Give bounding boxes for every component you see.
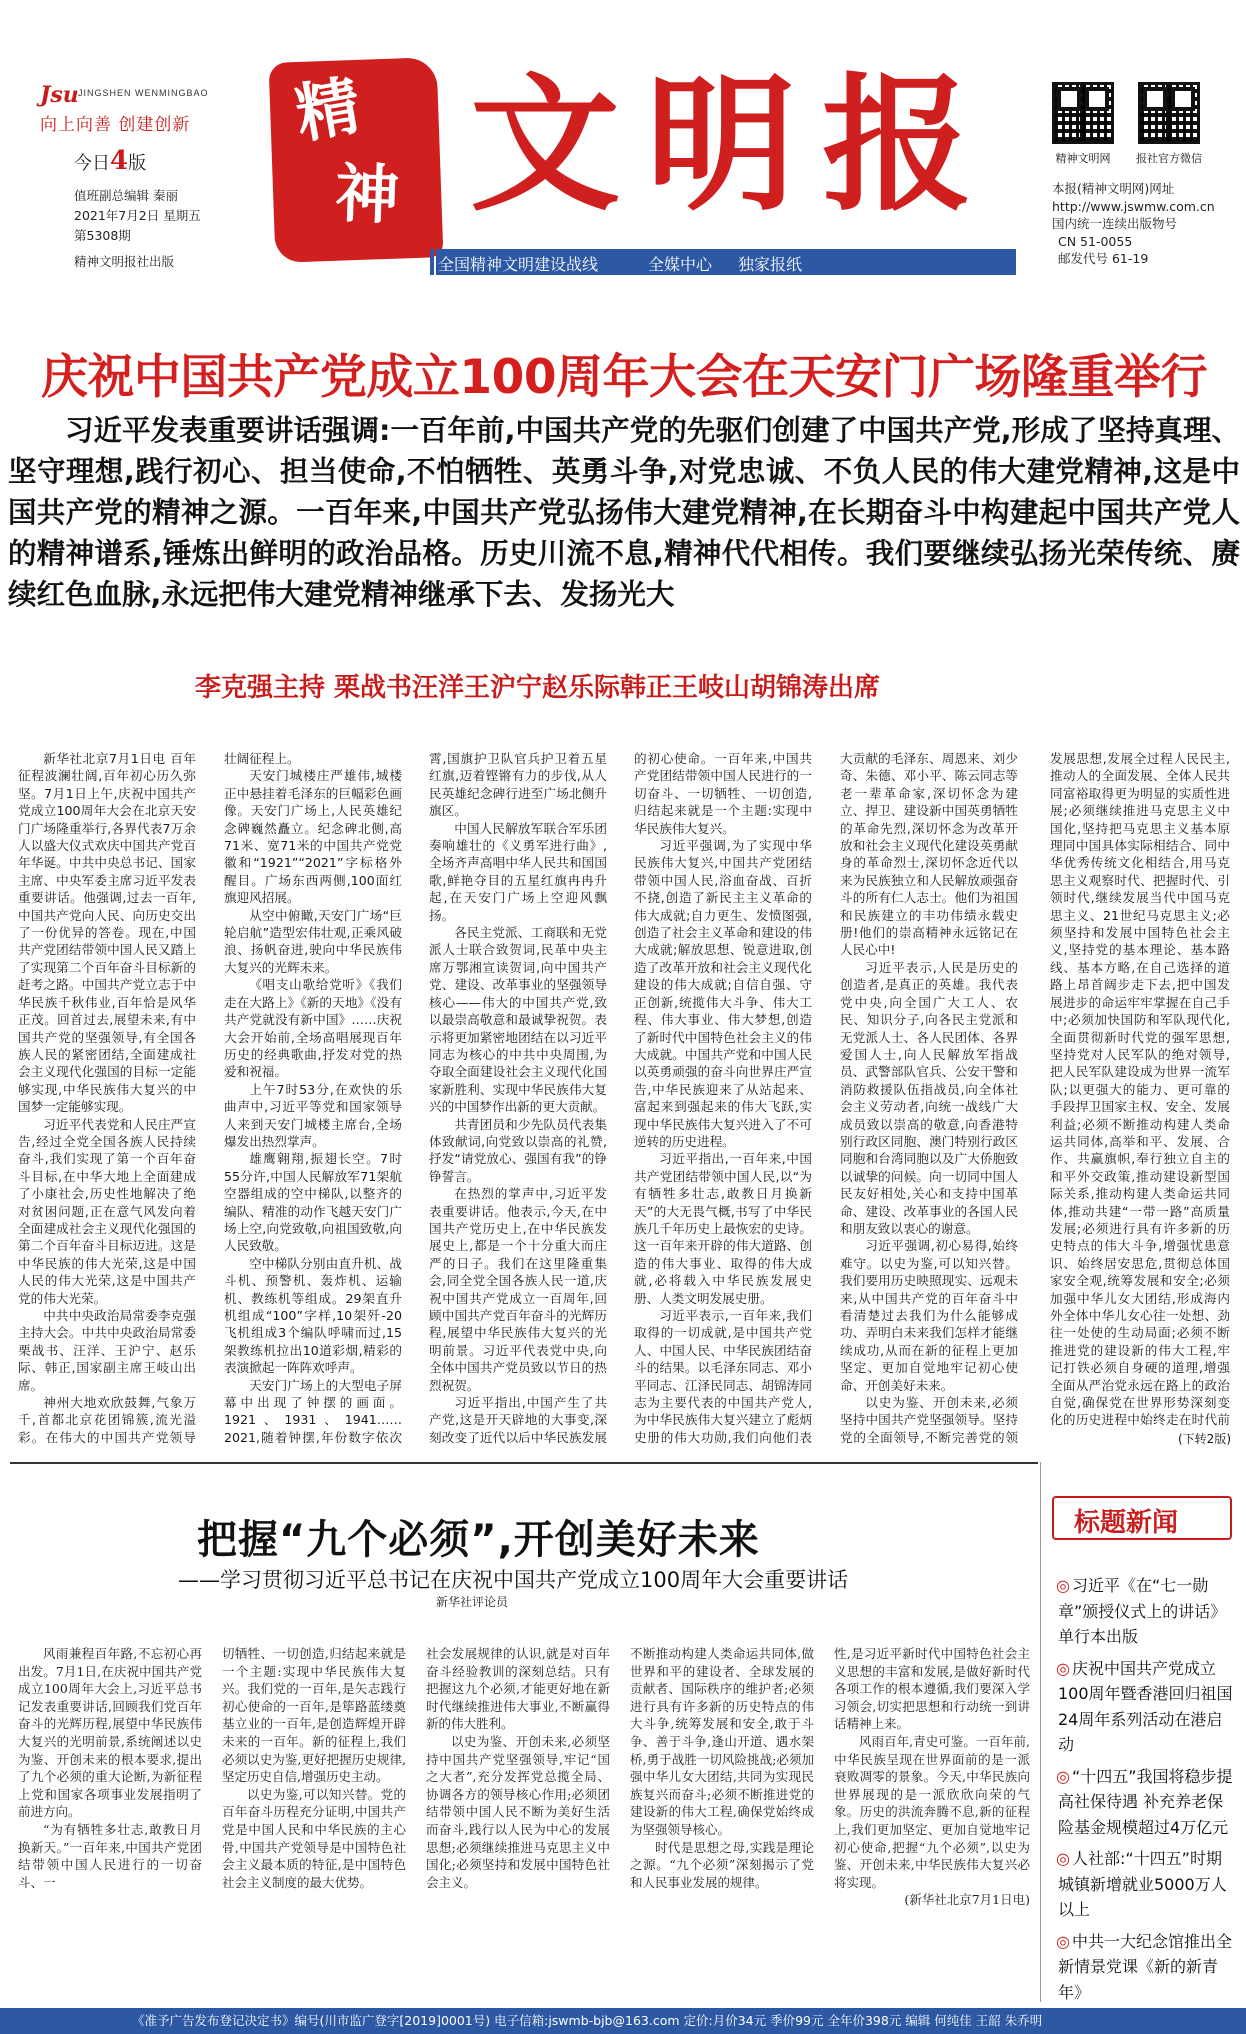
website-link[interactable]: http://www.jswmw.com.cn <box>1052 198 1215 214</box>
commentary-column-5: 性,是习近平新时代中国特色社会主义思想的丰富和发展,是做好新时代各项工作的根本遵循,我们要深入学习领会,切实把思想和行动统一到讲话精神上来。 风雨百年,青史可鉴。一百年前,中华民族呈现在世界面前的是一派衰败凋零的景象。今天,中华民族向世界展现的是一派欣欣向荣的气象。历史的洪流奔腾不息,新的征程上,我们更加坚定、更加自觉地牢记初心使命,把握“九个必须”,以史为鉴、开创未来,中华民族伟大复兴必将实现。 (新华社北京7月1日电) <box>834 1646 1030 1908</box>
commentary-column-2: 切牺牲、一切创造,归结起来就是一个主题:实现中华民族伟大复兴。我们党的一百年,是矢志践行初心使命的一百年,是筚路蓝缕奠基立业的一百年,是创造辉煌开辟未来的一百年。新的征程上,我们必须以史为鉴,更好把握历史规律,坚定历史自信,增强历史主动。 以史为鉴,可以知兴替。党的百年奋斗历程充分证明,中国共产党是中国人民和中华民族的主心骨,中国共产党领导是中国特色社会主义最本质的特征,是中国特色社会主义制度的最大优势。 <box>222 1646 406 1890</box>
commentary-title[interactable]: 把握“九个必须”,开创美好未来 <box>197 1517 760 1563</box>
article-column-6: 发展思想,发展全过程人民民主,推动人的全面发展、全体人民共同富裕取得更为明显的实质性进展;必须继续推进马克思主义中国化,坚持把马克思主义基本原理同中国具体实际相结合、同中华优秀传统文化相结合,用马克思主义观察时代、把握时代、引领时代,继续发展当代中国马克思主义、21世纪马克思主义;必须坚持和发展中国特色社会主义,坚持党的基本理论、基本路线、基本方略,在自己选择的道路上昂首阔步走下去,把中国发展进步的命运牢牢掌握在自己手中;必须加快国防和军队现代化,全面贯彻新时代党的强军思想,坚持党对人民军队的绝对领导,把人民军队建设成为世界一流军队;以更强大的能力、更可靠的手段捍卫国家主权、安全、发展利益;必须不断推动构建人类命运共同体,高举和平、发展、合作、共赢旗帜,奉行独立自主的和平外交政策,推动建设新型国际关系,推动构建人类命运共同体,推动共建“一带一路”高质量发展;必须进行具有许多新的历史特点的伟大斗争,增强忧患意识、始终居安思危,贯彻总体国家安全观,统筹发展和安全;必须加强中华儿女大团结,形成海内外全体中华儿女心往一处想、劲往一处使的生动局面;必须不断推进党的建设新的伟大工程,牢记打铁必须自身硬的道理,增强全面从严治党永远在路上的政治自觉,确保党在世界形势深刻变化的历史进程中始终走在时代前 <box>1050 751 1230 1428</box>
brand-logo-small: Jsu <box>40 82 79 108</box>
banner-bar: 全国精神文明建设战线 全媒中心 独家报纸 <box>436 249 1016 275</box>
headline-news-item[interactable]: ◎ 中共一大纪念馆推出全新情景党课《新的新青年》 <box>1056 1931 1232 2002</box>
headline-news-item[interactable]: ◎ 庆祝中国共产党成立100周年暨香港回归祖国24周年系列活动在港启动 <box>1056 1658 1233 1754</box>
commentary-byline: 新华社评论员 <box>436 1595 509 1609</box>
qr-code-website[interactable]: 精神文明网 <box>1052 82 1114 166</box>
headline-news-item[interactable]: ◎ “十四五”我国将稳步提高社保待遇 补充养老保险基金规模超过4万亿元 <box>1056 1766 1233 1837</box>
commentary-column-4: 不断推动构建人类命运共同体,做世界和平的建设者、全球发展的贡献者、国际秩序的维护者;必须进行具有许多新的历史特点的伟大斗争,统筹发展和安全,敢于斗争、善于斗争,逢山开道、遇水架桥,勇于战胜一切风险挑战;必须加强中华儿女大团结,共同为实现民族复兴而奋斗;必须不断推进党的建设新的伟大工程,确保党始终成为坚强领导核心。 时代是思想之母,实践是理论之源。“九个必须”深刻揭示了党和人民事业发展的规律。 <box>630 1646 814 1890</box>
footer-text: 《准予广告发布登记决定书》编号(川市监广登字[2019]0001号) 电子信箱:jswmb-bjb@163.com 定价:月价34元 季价99元 全年价398元 编辑 何纯佳 王韶 朱乔明 <box>132 2013 1043 2028</box>
circle-bullet-icon: ◎ <box>1056 1849 1070 1868</box>
headline-news-item[interactable]: ◎ 习近平《在“七一勋章”颁授仪式上的讲话》单行本出版 <box>1056 1576 1227 1646</box>
article-column-2: 壮阔征程上。 天安门城楼庄严雄伟,城楼正中悬挂着毛泽东的巨幅彩色画像。天安门广场上,人民英雄纪念碑巍然矗立。纪念碑北侧,高71米、宽71米的中国共产党党徽和“1921”“2021”字标格外醒目。广场东西两侧,100面红旗迎风招展。 从空中俯瞰,天安门广场“巨轮启航”造型宏伟壮观,正乘风破浪、扬帆奋进,驶向中华民族伟大复兴的光辉未来。 《唱支山歌给党听》《我们走在大路上》《新的天地》《没有共产党就没有新中国》……庆祝大会开始前,全场高唱展现百年历史的经典歌曲,抒发对党的热爱和祝福。 上午7时53分,在欢快的乐曲声中,习近平等党和国家领导人来到天安门城楼主席台,全场爆发出热烈掌声。 雄鹰翱翔,振翅长空。7时55分许,中国人民解放军71架航空器组成的空中梯队,以整齐的编队、精准的动作飞越天安门广场上空,向党致敬,向祖国致敬,向人民致敬。 空中梯队分别由直升机、战斗机、预警机、轰炸机、运输机、教练机等组成。29架直升机组成“100”字样,10架歼-20飞机组成3个编队呼啸而过,15架教练机拉出10道彩烟,精彩的表演掀起一阵阵欢呼声。 天安门广场上的大型电子屏幕中出现了钟摆的画面。1921、1931、1941……2021,随着钟摆,年份数字依次 <box>224 751 402 1445</box>
continued-note[interactable]: (下转2版) <box>1178 1432 1231 1446</box>
commentary-column-3: 社会发展规律的认识,就是对百年奋斗经验教训的深刻总结。只有把握这九个必须,才能更好地在新时代继续推进伟大事业,不断赢得新的伟大胜利。 以史为鉴、开创未来,必须坚持中国共产党坚强领导,牢记“国之大者”,充分发挥党总揽全局、协调各方的领导核心作用;必须团结带领中国人民不断为美好生活而奋斗,践行以人民为中心的发展思想;必须继续推进马克思主义中国化;必须坚持和发展中国特色社会主义。 <box>426 1646 610 1890</box>
headline-news-box: 标题新闻 <box>1052 1496 1232 1540</box>
today-pages: 今日4版 <box>74 146 147 176</box>
newspaper-title: 文明报 <box>470 58 999 232</box>
slogan: 向上向善 创建创新 <box>40 115 191 135</box>
circle-bullet-icon: ◎ <box>1056 1576 1070 1595</box>
qr-code-wechat[interactable]: 报社官方微信 <box>1138 82 1200 166</box>
headline-deck: 习近平发表重要讲话强调:一百年前,中国共产党的先驱们创建了中国共产党,形成了坚持真理、坚守理想,践行初心、担当使命,不怕牺牲、英勇斗争,对党忠诚、不负人民的伟大建党精神,这是中国共产党的精神之源。一百年来,中国共产党弘扬伟大建党精神,在长期奋斗中构建起中国共产党人的精神谱系,锤炼出鲜明的政治品格。历史川流不息,精神代代相传。我们要继续弘扬光荣传统、赓续红色血脉,永远把伟大建党精神继承下去、发扬光大 <box>8 414 1240 611</box>
circle-bullet-icon: ◎ <box>1056 1658 1070 1678</box>
qr-icon <box>1052 82 1114 144</box>
footer-bar <box>0 2008 1246 2034</box>
circle-bullet-icon: ◎ <box>1056 1766 1070 1786</box>
circle-bullet-icon: ◎ <box>1056 1931 1070 1951</box>
publication-info: 本报(精神文明网)网址 http://www.jswmw.com.cn 国内统一连续出版物号 CN 51-0055 邮发代号 61-19 <box>1052 181 1215 266</box>
article-column-1: 新华社北京7月1日电 百年征程波澜壮阔,百年初心历久弥坚。7月1日上午,庆祝中国共产党成立100周年大会在北京天安门广场隆重举行,各界代表7万余人以盛大仪式欢庆中国共产党百年华诞。中共中央总书记、国家主席、中央军委主席习近平发表重要讲话。他强调,过去一百年,中国共产党向人民、向历史交出了一份优异的答卷。现在,中国共产党团结带领中国人民又踏上了实现第二个百年奋斗目标新的赶考之路。中国共产党立志于中华民族千秋伟业,百年恰是风华正茂。回首过去,展望未来,有中国共产党的坚强领导,有全国各族人民的紧密团结,全面建成社会主义现代化强国的目标一定能够实现,中华民族伟大复兴的中国梦一定能够实现。 习近平代表党和人民庄严宣告,经过全党全国各族人民持续奋斗,我们实现了第一个百年奋斗目标,在中华大地上全面建成了小康社会,历史性地解决了绝对贫困问题,正在意气风发向着全面建成社会主义现代化强国的第二个百年奋斗目标迈进。这是中华民族的伟大光荣,这是中国人民的伟大光荣,这是中国共产党的伟大光荣。 中共中央政治局常委李克强主持大会。中共中央政治局常委栗战书、汪洋、王沪宁、赵乐际、韩正,国家副主席王岐山出席。 神州大地欢欣鼓舞,气象万千,首都北京花团锦簇,流光溢彩。在伟大的中国共产党领导 <box>18 751 196 1445</box>
masthead <box>0 0 1246 280</box>
issue-meta: 值班副总编辑 秦丽 2021年7月2日 星期五 第5308期 精神文明报社出版 <box>74 188 201 269</box>
sidebar-divider <box>1040 1462 1041 2002</box>
article-column-5: 大贡献的毛泽东、周恩来、刘少奇、朱德、邓小平、陈云同志等老一辈革命家,深切怀念为建立、捍卫、建设新中国英勇牺牲的革命先烈,深切怀念为改革开放和社会主义现代化建设英勇献身的革命烈士,深切怀念近代以来为民族独立和人民解放顽强奋斗的所有仁人志士。他们为祖国和民族建立的丰功伟绩永载史册!他们的崇高精神永远铭记在人民心中! 习近平表示,人民是历史的创造者,是真正的英雄。我代表党中央,向全国广大工人、农民、知识分子,向各民主党派和无党派人士、各人民团体、各界爱国人士,向人民解放军指战员、武警部队官兵、公安干警和消防救援队伍指战员,向全体社会主义劳动者,向统一战线广大成员致以崇高的敬意,向香港特别行政区同胞、澳门特别行政区同胞和台湾同胞以及广大侨胞致以诚挚的问候。向一切同中国人民友好相处,关心和支持中国革命、建设、改革事业的各国人民和朋友致以衷心的谢意。 习近平强调,初心易得,始终难守。以史为鉴,可以知兴替。我们要用历史映照现实、远观未来,从中国共产党的百年奋斗中看清楚过去我们为什么能够成功、弄明白未来我们怎样才能继续成功,从而在新的征程上更加坚定、更加自觉地牢记初心使命、开创美好未来。 以史为鉴、开创未来,必须坚持中国共产党坚强领导。坚持党的全面领导,不断完善党的领 <box>840 751 1018 1445</box>
headline-subdeck: 李克强主持 栗战书汪洋王沪宁赵乐际韩正王岐山胡锦涛出席 <box>195 673 881 703</box>
section-divider <box>10 1462 1038 1464</box>
main-headline[interactable]: 庆祝中国共产党成立100周年大会在天安门广场隆重举行 <box>40 350 1208 405</box>
article-column-4: 的初心使命。一百年来,中国共产党团结带领中国人民进行的一切奋斗、一切牺牲、一切创造,归结起来就是一个主题:实现中华民族伟大复兴。 习近平强调,为了实现中华民族伟大复兴,中国共产党团结带领中国人民,浴血奋战、百折不挠,创造了新民主主义革命的伟大成就;自力更生、发愤图强,创造了社会主义革命和建设的伟大成就;解放思想、锐意进取,创造了改革开放和社会主义现代化建设的伟大成就;自信自强、守正创新,统揽伟大斗争、伟大工程、伟大事业、伟大梦想,创造了新时代中国特色社会主义的伟大成就。中国共产党和中国人民以英勇顽强的奋斗向世界庄严宣告,中华民族迎来了从站起来、富起来到强起来的伟大飞跃,实现中华民族伟大复兴进入了不可逆转的历史进程。 习近平指出,一百年来,中国共产党团结带领中国人民,以“为有牺牲多壮志,敢教日月换新天”的大无畏气概,书写了中华民族几千年历史上最恢宏的史诗。这一百年来开辟的伟大道路、创造的伟大事业、取得的伟大成就,必将载入中华民族发展史册、人类文明发展史册。 习近平表示,一百年来,我们取得的一切成就,是中国共产党人、中国人民、中华民族团结奋斗的结果。以毛泽东同志、邓小平同志、江泽民同志、胡锦涛同志为主要代表的中国共产党人,为中华民族伟大复兴建立了彪炳史册的伟大功勋,我们向他们表 <box>634 751 812 1445</box>
headline-news-item[interactable]: ◎ 人社部:“十四五”时期城镇新增就业5000万人以上 <box>1056 1849 1227 1919</box>
commentary-column-1: 风雨兼程百年路,不忘初心再出发。7月1日,在庆祝中国共产党成立100周年大会上,习近平总书记发表重要讲话,回顾我们党百年奋斗的光辉历程,展望中华民族伟大复兴的光明前景,系统阐述以史为鉴、开创未来的根本要求,提出了九个必须的重大论断,为新征程上党和国家各项事业发展指明了前进方向。 “为有牺牲多壮志,敢教日月换新天。”一百年来,中国共产党团结带领中国人民进行的一切奋斗、一 <box>18 1646 202 1890</box>
qr-icon <box>1138 82 1200 144</box>
commentary-subtitle: ——学习贯彻习近平总书记在庆祝中国共产党成立100周年大会重要讲话 <box>178 1568 849 1592</box>
brand-pinyin: JINGSHEN WENMINGBAO <box>78 88 209 98</box>
headline-news-list <box>1058 1573 1236 2011</box>
article-column-3: 霄,国旗护卫队官兵护卫着五星红旗,迈着铿锵有力的步伐,从人民英雄纪念碑行进至广场北侧升旗区。 中国人民解放军联合军乐团奏响雄壮的《义勇军进行曲》,全场齐声高唱中华人民共和国国歌,鲜艳夺目的五星红旗冉冉升起,在天安门广场上空迎风飘扬。 各民主党派、工商联和无党派人士联合致贺词,民革中央主席万鄂湘宣读贺词,向中国共产党、建设、改革事业的坚强领导核心——伟大的中国共产党,致以最崇高敬意和最诚挚祝贺。表示将更加紧密地团结在以习近平同志为核心的中共中央周围,为夺取全面建设社会主义现代化国家新胜利、实现中华民族伟大复兴的中国梦作出新的更大贡献。 共青团员和少先队员代表集体致献词,向党致以崇高的礼赞,抒发“请党放心、强国有我”的铮铮誓言。 在热烈的掌声中,习近平发表重要讲话。他表示,今天,在中国共产党历史上,在中华民族发展史上,都是一个十分重大而庄严的日子。我们在这里隆重集会,同全党全国各族人民一道,庆祝中国共产党成立一百周年,回顾中国共产党百年奋斗的光辉历程,展望中华民族伟大复兴的光明前景。习近平代表党中央,向全体中国共产党员致以节日的热烈祝贺。 习近平指出,中国产生了共产党,这是开天辟地的大事变,深刻改变了近代以后中华民族发展 <box>429 751 607 1445</box>
logo-seal: 精 神 <box>269 57 444 263</box>
